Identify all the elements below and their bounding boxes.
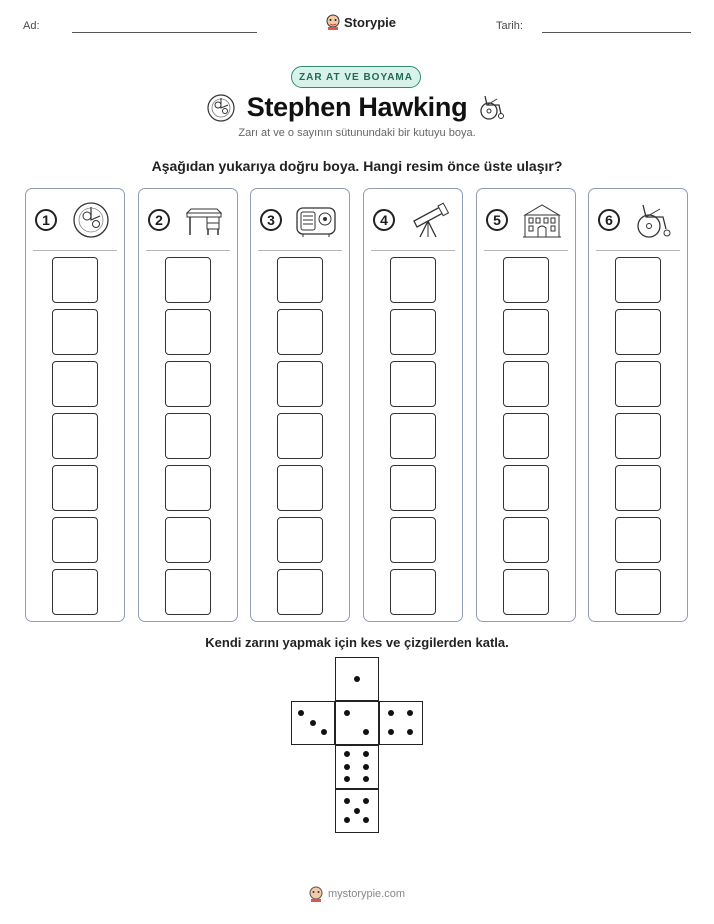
brand-logo bbox=[326, 14, 396, 30]
footer-url: mystorypie.com bbox=[327, 888, 406, 900]
dice-instruction: Kendi zarını yapmak için kes ve çizgilerden katla. bbox=[205, 635, 509, 650]
color-box[interactable] bbox=[615, 569, 661, 615]
column-number: 4 bbox=[373, 209, 395, 231]
column-divider bbox=[596, 250, 680, 251]
color-box[interactable] bbox=[52, 465, 98, 511]
color-box[interactable] bbox=[277, 257, 323, 303]
dice-pip bbox=[407, 710, 413, 716]
color-box[interactable] bbox=[503, 517, 549, 563]
date-label: Tarih: bbox=[496, 20, 523, 32]
color-box[interactable] bbox=[52, 517, 98, 563]
dice-pip bbox=[298, 710, 304, 716]
color-box[interactable] bbox=[615, 413, 661, 459]
column-divider bbox=[146, 250, 230, 251]
column-header bbox=[477, 189, 575, 251]
dice-face-2 bbox=[335, 701, 379, 745]
color-box[interactable] bbox=[503, 413, 549, 459]
color-box[interactable] bbox=[52, 257, 98, 303]
column-number: 5 bbox=[486, 209, 508, 231]
dice-pip bbox=[363, 776, 369, 782]
dice-pip bbox=[344, 776, 350, 782]
dice-pip bbox=[354, 808, 360, 814]
page-title: Stephen Hawking bbox=[246, 92, 468, 122]
color-box[interactable] bbox=[165, 413, 211, 459]
color-box[interactable] bbox=[277, 361, 323, 407]
telescope-icon bbox=[406, 201, 452, 239]
color-box[interactable] bbox=[390, 465, 436, 511]
column-header bbox=[26, 189, 124, 251]
wheelchair-icon bbox=[631, 201, 677, 239]
column-divider bbox=[258, 250, 342, 251]
column-1 bbox=[25, 188, 125, 622]
color-box[interactable] bbox=[615, 309, 661, 355]
color-box[interactable] bbox=[503, 361, 549, 407]
dice-pip bbox=[344, 817, 350, 823]
dice-pip bbox=[321, 729, 327, 735]
instruction: Aşağıdan yukarıya doğru boya. Hangi resim önce üste ulaşır? bbox=[151, 158, 563, 174]
color-box[interactable] bbox=[615, 517, 661, 563]
column-header bbox=[589, 189, 687, 251]
color-box[interactable] bbox=[503, 569, 549, 615]
galaxy-clock-icon bbox=[68, 201, 114, 239]
subtitle: Zarı at ve o sayının sütunundaki bir kutuyu boya. bbox=[238, 127, 476, 139]
dice-pip bbox=[363, 798, 369, 804]
color-box[interactable] bbox=[165, 257, 211, 303]
radio-icon bbox=[293, 201, 339, 239]
dice-pip bbox=[388, 710, 394, 716]
color-box[interactable] bbox=[277, 465, 323, 511]
name-line[interactable] bbox=[72, 32, 257, 33]
color-box[interactable] bbox=[52, 361, 98, 407]
university-building-icon bbox=[519, 201, 565, 239]
storypie-mascot-icon bbox=[309, 886, 323, 902]
color-box[interactable] bbox=[615, 257, 661, 303]
column-number: 6 bbox=[598, 209, 620, 231]
dice-pip bbox=[344, 751, 350, 757]
color-box[interactable] bbox=[165, 309, 211, 355]
color-box[interactable] bbox=[277, 569, 323, 615]
column-number: 2 bbox=[148, 209, 170, 231]
color-box[interactable] bbox=[390, 257, 436, 303]
column-4 bbox=[363, 188, 463, 622]
color-box[interactable] bbox=[52, 569, 98, 615]
column-header bbox=[251, 189, 349, 251]
color-box[interactable] bbox=[277, 517, 323, 563]
column-header bbox=[364, 189, 462, 251]
column-divider bbox=[371, 250, 455, 251]
date-line[interactable] bbox=[542, 32, 691, 33]
color-box[interactable] bbox=[165, 465, 211, 511]
storypie-mascot-icon bbox=[326, 14, 340, 30]
color-box[interactable] bbox=[277, 309, 323, 355]
color-box[interactable] bbox=[615, 465, 661, 511]
dice-pip bbox=[363, 729, 369, 735]
dice-pip bbox=[344, 764, 350, 770]
color-box[interactable] bbox=[52, 413, 98, 459]
column-2 bbox=[138, 188, 238, 622]
color-box[interactable] bbox=[390, 309, 436, 355]
dice-pip bbox=[363, 751, 369, 757]
column-divider bbox=[484, 250, 568, 251]
dice-pip bbox=[344, 798, 350, 804]
activity-badge: ZAR AT VE BOYAMA bbox=[291, 66, 421, 88]
column-number: 1 bbox=[35, 209, 57, 231]
dice-face-3 bbox=[291, 701, 335, 745]
dice-pip bbox=[363, 817, 369, 823]
dice-face-6 bbox=[335, 745, 379, 789]
dice-pip bbox=[407, 729, 413, 735]
color-box[interactable] bbox=[503, 465, 549, 511]
column-6 bbox=[588, 188, 688, 622]
color-box[interactable] bbox=[390, 413, 436, 459]
column-5 bbox=[476, 188, 576, 622]
dice-pip bbox=[363, 764, 369, 770]
dice-face-1 bbox=[335, 657, 379, 701]
dice-pip bbox=[388, 729, 394, 735]
dice-pip bbox=[354, 676, 360, 682]
dice-face-4 bbox=[379, 701, 423, 745]
color-box[interactable] bbox=[390, 569, 436, 615]
name-label: Ad: bbox=[23, 20, 40, 32]
color-box[interactable] bbox=[390, 517, 436, 563]
color-box[interactable] bbox=[390, 361, 436, 407]
column-number: 3 bbox=[260, 209, 282, 231]
color-box[interactable] bbox=[277, 413, 323, 459]
brand-name: Storypie bbox=[344, 14, 397, 30]
footer bbox=[257, 886, 457, 902]
dice-face-5 bbox=[335, 789, 379, 833]
color-box[interactable] bbox=[503, 309, 549, 355]
desk-icon bbox=[181, 201, 227, 239]
wheelchair-icon bbox=[477, 92, 507, 122]
column-3 bbox=[250, 188, 350, 622]
column-divider bbox=[33, 250, 117, 251]
column-header bbox=[139, 189, 237, 251]
color-box[interactable] bbox=[52, 309, 98, 355]
color-box[interactable] bbox=[615, 361, 661, 407]
color-box[interactable] bbox=[165, 517, 211, 563]
dice-pip bbox=[310, 720, 316, 726]
color-box[interactable] bbox=[165, 569, 211, 615]
color-box[interactable] bbox=[503, 257, 549, 303]
dice-pip bbox=[344, 710, 350, 716]
color-box[interactable] bbox=[165, 361, 211, 407]
